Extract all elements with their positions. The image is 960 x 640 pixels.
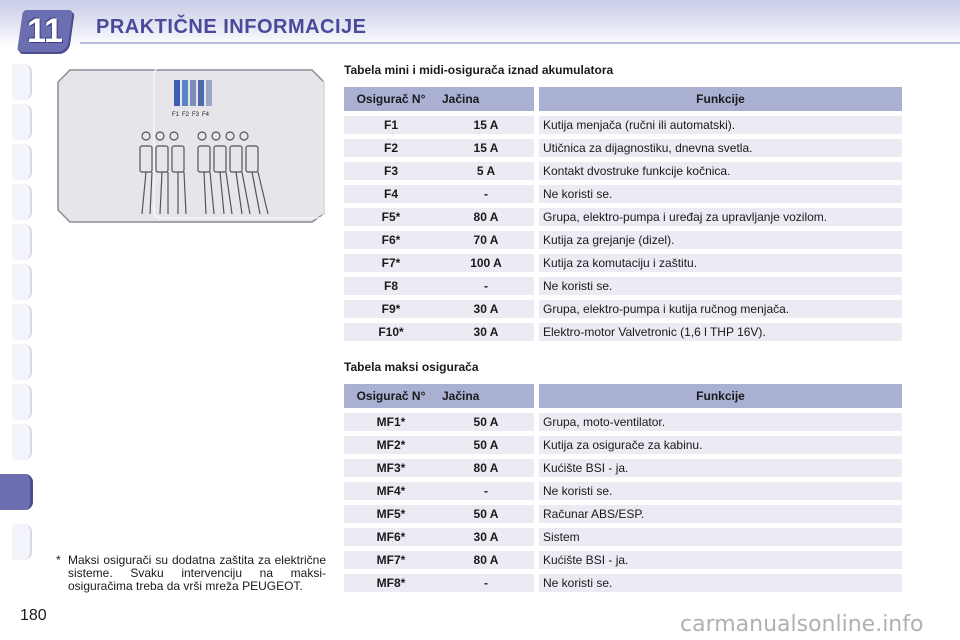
maxi-fuse-table [344,379,902,597]
chapter-tab[interactable] [12,304,32,340]
chapter-tab[interactable] [12,64,32,100]
fuse-id: F6* [344,231,438,249]
fuse-rating: 15 A [438,139,534,157]
fuse-id: MF5* [344,505,438,523]
fuse-id: MF2* [344,436,438,454]
fuse-id: MF8* [344,574,438,592]
fuse-rating: 80 A [438,551,534,569]
column-header-fuse-no: Osigurač N° [344,87,438,111]
table-row [344,528,902,546]
footnote-marker: * [56,553,61,567]
chapter-tab[interactable] [12,384,32,420]
fuse-id: MF4* [344,482,438,500]
fuse-function: Kutija za osigurače za kabinu. [534,436,902,454]
fuse-rating: - [438,277,534,295]
fuse-box-diagram [56,64,326,224]
table-header-row [344,87,902,111]
mini-fuses [174,80,212,106]
column-header-rating: Jačina [438,87,534,111]
fuse-id: F3 [344,162,438,180]
fuse-rating: 15 A [438,116,534,134]
fuse-id: MF7* [344,551,438,569]
fuse-id: MF1* [344,413,438,431]
table2-title: Tabela maksi osigurača [344,360,479,374]
chapter-tab-active[interactable] [0,474,33,510]
table1-title: Tabela mini i midi-osigurača iznad akumulatora [344,63,614,77]
fuse-function: Kutija menjača (ručni ili automatski). [534,116,902,134]
fuse-label-f1: F1 [172,112,180,118]
fuse-rating: 50 A [438,505,534,523]
fuse-function: Kontakt dvostruke funkcije kočnica. [534,162,902,180]
fuse-rating: 5 A [438,162,534,180]
fuse-function: Elektro-motor Valvetronic (1,6 l THP 16V). [534,323,902,341]
page-title: PRAKTIČNE INFORMACIJE [96,16,367,38]
table-row [344,254,902,272]
table-header-row [344,384,902,408]
table-row [344,231,902,249]
fuse-rating: 70 A [438,231,534,249]
column-header-fuse-no: Osigurač N° [344,384,438,408]
fuse-function: Kućište BSI - ja. [534,551,902,569]
fuse-function: Utičnica za dijagnostiku, dnevna svetla. [534,139,902,157]
fuse-function: Ne koristi se. [534,574,902,592]
table-row [344,551,902,569]
fuse-rating: 50 A [438,436,534,454]
fuse-function: Ne koristi se. [534,482,902,500]
fuse-rating: 80 A [438,208,534,226]
watermark: carmanualsonline.info [680,612,924,637]
mini-midi-fuse-table [344,82,902,346]
table-row [344,208,902,226]
chapter-tab[interactable] [12,184,32,220]
fuse-label-f4: F4 [202,112,210,118]
chapter-tab[interactable] [12,264,32,300]
table-row [344,574,902,592]
fuse-rating: 80 A [438,459,534,477]
fuse-id: F1 [344,116,438,134]
title-divider [80,42,960,44]
chapter-tab[interactable] [12,104,32,140]
chapter-tab[interactable] [12,524,32,560]
fuse-id: F2 [344,139,438,157]
fuse-function: Kućište BSI - ja. [534,459,902,477]
table-row [344,139,902,157]
fuse-id: F8 [344,277,438,295]
side-tab-strip [0,64,34,584]
fuse-rating: 50 A [438,413,534,431]
fuse-id: F9* [344,300,438,318]
fuse-id: MF3* [344,459,438,477]
footnote-text: Maksi osigurači su dodatna zaštita za električne sisteme. Svaku intervenciju na maksi-osiguračima treba da vrši mreža PEUGEOT. [68,553,326,593]
chapter-tab[interactable] [12,424,32,460]
column-header-functions: Funkcije [534,384,902,408]
table-row [344,300,902,318]
chapter-number: 11 [27,12,63,50]
fuse-id: F4 [344,185,438,203]
fuse-id: F7* [344,254,438,272]
page-number: 180 [20,607,47,624]
fuse-rating: 30 A [438,300,534,318]
fuse-rating: 100 A [438,254,534,272]
table-row [344,323,902,341]
fuse-function: Kutija za komutaciju i zaštitu. [534,254,902,272]
fuse-label-f2: F2 [182,112,190,118]
fuse-rating: - [438,185,534,203]
fuse-label-f3: F3 [192,112,200,118]
column-header-functions: Funkcije [534,87,902,111]
fuse-function: Kutija za grejanje (dizel). [534,231,902,249]
table-row [344,162,902,180]
fuse-function: Grupa, elektro-pumpa i kutija ručnog menjača. [534,300,902,318]
fuse-rating: - [438,482,534,500]
fuse-function: Ne koristi se. [534,185,902,203]
column-header-rating: Jačina [438,384,534,408]
footnote [56,554,326,593]
chapter-tab[interactable] [12,344,32,380]
fuse-function: Ne koristi se. [534,277,902,295]
table-row [344,505,902,523]
table-row [344,413,902,431]
table-row [344,459,902,477]
fuse-id: F5* [344,208,438,226]
chapter-tab[interactable] [12,224,32,260]
fuse-rating: - [438,574,534,592]
table-row [344,185,902,203]
table-row [344,482,902,500]
table-row [344,436,902,454]
fuse-function: Računar ABS/ESP. [534,505,902,523]
fuse-rating: 30 A [438,528,534,546]
fuse-function: Sistem [534,528,902,546]
table-row [344,277,902,295]
fuse-id: MF6* [344,528,438,546]
fuse-function: Grupa, elektro-pumpa i uređaj za upravljanje vozilom. [534,208,902,226]
table-row [344,116,902,134]
fuse-id: F10* [344,323,438,341]
chapter-tab[interactable] [12,144,32,180]
fuse-rating: 30 A [438,323,534,341]
fuse-function: Grupa, moto-ventilator. [534,413,902,431]
